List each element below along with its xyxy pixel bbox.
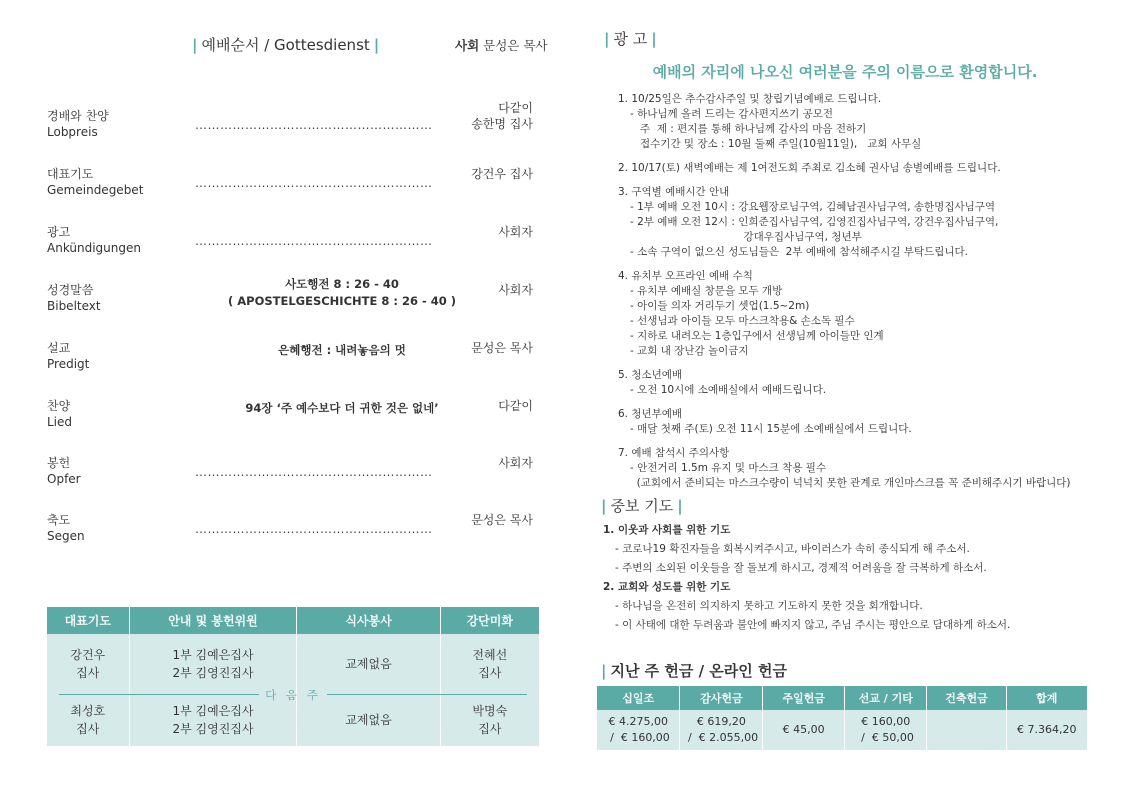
announcement-item: 1. 10/25일은 추수감사주일 및 창립기념예배로 드립니다. - 하나님께 올려 드리는 감사편지쓰기 공모전 주 제 : 편지를 통해 하나님께 감사의 마음 전하기 접수기간 및 장소 : 10월 둘째 주일(10월11일), 교회 사무실 [618,93,922,150]
order-item [47,512,533,552]
duty-next-meal: 교제없음 [297,694,440,746]
dot-leader: ………………………………………………… [195,234,433,248]
duty-header-meal: 식사봉사 [297,607,440,634]
prayer-heading: 1. 이웃과 사회를 위한 기도 [603,524,731,536]
offering-header: 건축헌금 [927,686,1006,710]
duty-next-flower: 박명숙 집사 [440,694,539,746]
order-item-person: 사회자 [498,283,533,297]
offering-value: € 160,00 / € 50,00 [845,710,927,750]
order-item [47,398,533,438]
order-item-label: 경배와 찬양 Lobpreis [47,109,109,139]
order-item [47,277,533,322]
dot-leader: ………………………………………………… [195,465,433,479]
prayer-item: - 하나님을 온전히 의지하지 못하고 기도하지 못한 것을 회개합니다. [615,600,923,612]
duty-header-guide: 안내 및 봉헌위원 [129,607,297,634]
duty-table [47,607,539,746]
offering-header: 주일헌금 [763,686,845,710]
announcement-item: 7. 예배 참석시 주의사항 - 안전거리 1.5m 유지 및 마스크 착용 필수 (교회에서 준비되는 마스크수량이 넉넉치 못한 관계로 개인마스크를 꼭 준비해주시기 바랍니다) [618,447,1071,489]
prayer-list [603,521,1083,635]
duty-this-prayer: 강건우 집사 [47,634,129,694]
prayer-heading: 2. 교회와 성도를 위한 기도 [603,581,731,593]
order-item-person: 강건우 집사 [471,167,533,181]
announcement-item: 4. 유치부 오프라인 예배 수칙 - 유치부 예배실 창문을 모두 개방 - 아이들 의자 거리두기 셋업(1.5~2m) - 선생님과 아이들 모두 마스크착용& 손소독 필수 - 지하로 내려오는 1층입구에서 선생님께 아이들만 인계 - 교회 내 장난감 놀이금지 [618,270,884,357]
dot-leader: ………………………………………………… [195,118,433,132]
offering-value: € 45,00 [763,710,845,750]
announcement-list [618,92,1098,500]
order-item-person: 문성은 목사 [471,513,533,527]
order-item [47,224,533,264]
offering-value: € 7.364,20 [1006,710,1087,750]
dot-leader: ………………………………………………… [195,522,433,536]
order-item-person: 사회자 [498,225,533,239]
order-item-person: 문성은 목사 [471,341,533,355]
duty-next-prayer: 최성호 집사 [47,694,129,746]
announcement-title: | 광 고 | [604,30,657,48]
next-week-divider: 다 음 주 [47,688,539,702]
announcement-item: 2. 10/17(토) 새벽예배는 제 1여전도회 주최로 김소혜 권사님 송별예배를 드립니다. [618,162,1001,174]
prayer-item: - 주변의 소외된 이웃들을 잘 돌보게 하시고, 경제적 어려움을 잘 극복하게 하소서. [615,562,987,574]
offering-header: 감사헌금 [680,686,763,710]
dot-leader: ………………………………………………… [195,176,433,190]
order-item-person: 다같이 [498,399,533,413]
order-item [47,455,533,495]
order-item-label: 찬양 Lied [47,399,73,429]
welcome-message: 예배의 자리에 나오신 여러분을 주의 이름으로 환영합니다. [652,63,1038,81]
offering-title: | 지난 주 헌금 / 온라인 헌금 [601,662,787,680]
announcement-item: 3. 구역별 예배시간 안내 - 1부 예배 오전 10시 : 강요웹장로님구역, 김혜남권사님구역, 송한명집사님구역 - 2부 예배 오전 12시 : 인희준집사님구역, 김영진집사님구역, 강건우집사님구역, 강대우집사님구역, 청년부 - 소속 구역이 없으신 성도님들은 2부 예배에 참석해주시길 부탁드립니다. [618,186,999,258]
order-item-person: 다같이 송한명 집사 [471,101,533,131]
duty-this-meal: 교제없음 [297,634,440,694]
duty-header-prayer: 대표기도 [47,607,129,634]
order-item-label: 성경말씀 Bibeltext [47,283,101,313]
order-item-label: 광고 Ankündigungen [47,225,141,255]
prayer-title: | 중보 기도 | [601,497,683,515]
order-item [47,101,533,148]
order-item [47,166,533,206]
order-item-label: 봉헌 Opfer [47,456,81,486]
prayer-item: - 이 사태에 대한 두려움과 불안에 빠지지 않고, 주님 주시는 평안으로 담대하게 하소서. [615,619,1011,631]
order-item-label: 설교 Predigt [47,341,90,371]
worship-leader: 사회 문성은 목사 [455,38,548,53]
announcement-item: 6. 청년부예배 - 매달 첫째 주(토) 오전 11시 15분에 소예배실에서 드립니다. [618,408,912,435]
duty-this-guide: 1부 김예은집사 2부 김영진집사 [129,634,297,694]
offering-value: € 619,20 / € 2.055,00 [680,710,763,750]
order-item-person: 사회자 [498,456,533,470]
order-item-content: 사도행전 8 : 26 - 40 ( APOSTELGESCHICHTE 8 : 26 - 40 ) [227,277,457,308]
order-item [47,340,533,380]
duty-header-flower: 강단미화 [440,607,539,634]
order-item-content: 94장 ‘주 예수보다 더 귀한 것은 없네’ [245,401,439,415]
prayer-item: - 코로나19 확진자들을 회복시켜주시고, 바이러스가 속히 종식되게 해 주소서. [615,543,970,555]
worship-order-title: | 예배순서 / Gottesdienst | [192,36,380,54]
offering-header: 십일조 [597,686,680,710]
offering-header: 합계 [1006,686,1087,710]
order-item-label: 축도 Segen [47,513,85,543]
offering-value: € 4.275,00 / € 160,00 [597,710,680,750]
offering-header: 선교 / 기타 [845,686,927,710]
duty-next-guide: 1부 김예은집사 2부 김영진집사 [129,694,297,746]
offering-table [597,686,1087,750]
offering-value [927,710,1006,750]
announcement-item: 5. 청소년예배 - 오전 10시에 소예배실에서 예배드립니다. [618,369,827,396]
order-item-label: 대표기도 Gemeindegebet [47,167,144,197]
order-item-content: 은혜행전 : 내려놓음의 멋 [278,343,406,357]
duty-this-flower: 전혜선 집사 [440,634,539,694]
